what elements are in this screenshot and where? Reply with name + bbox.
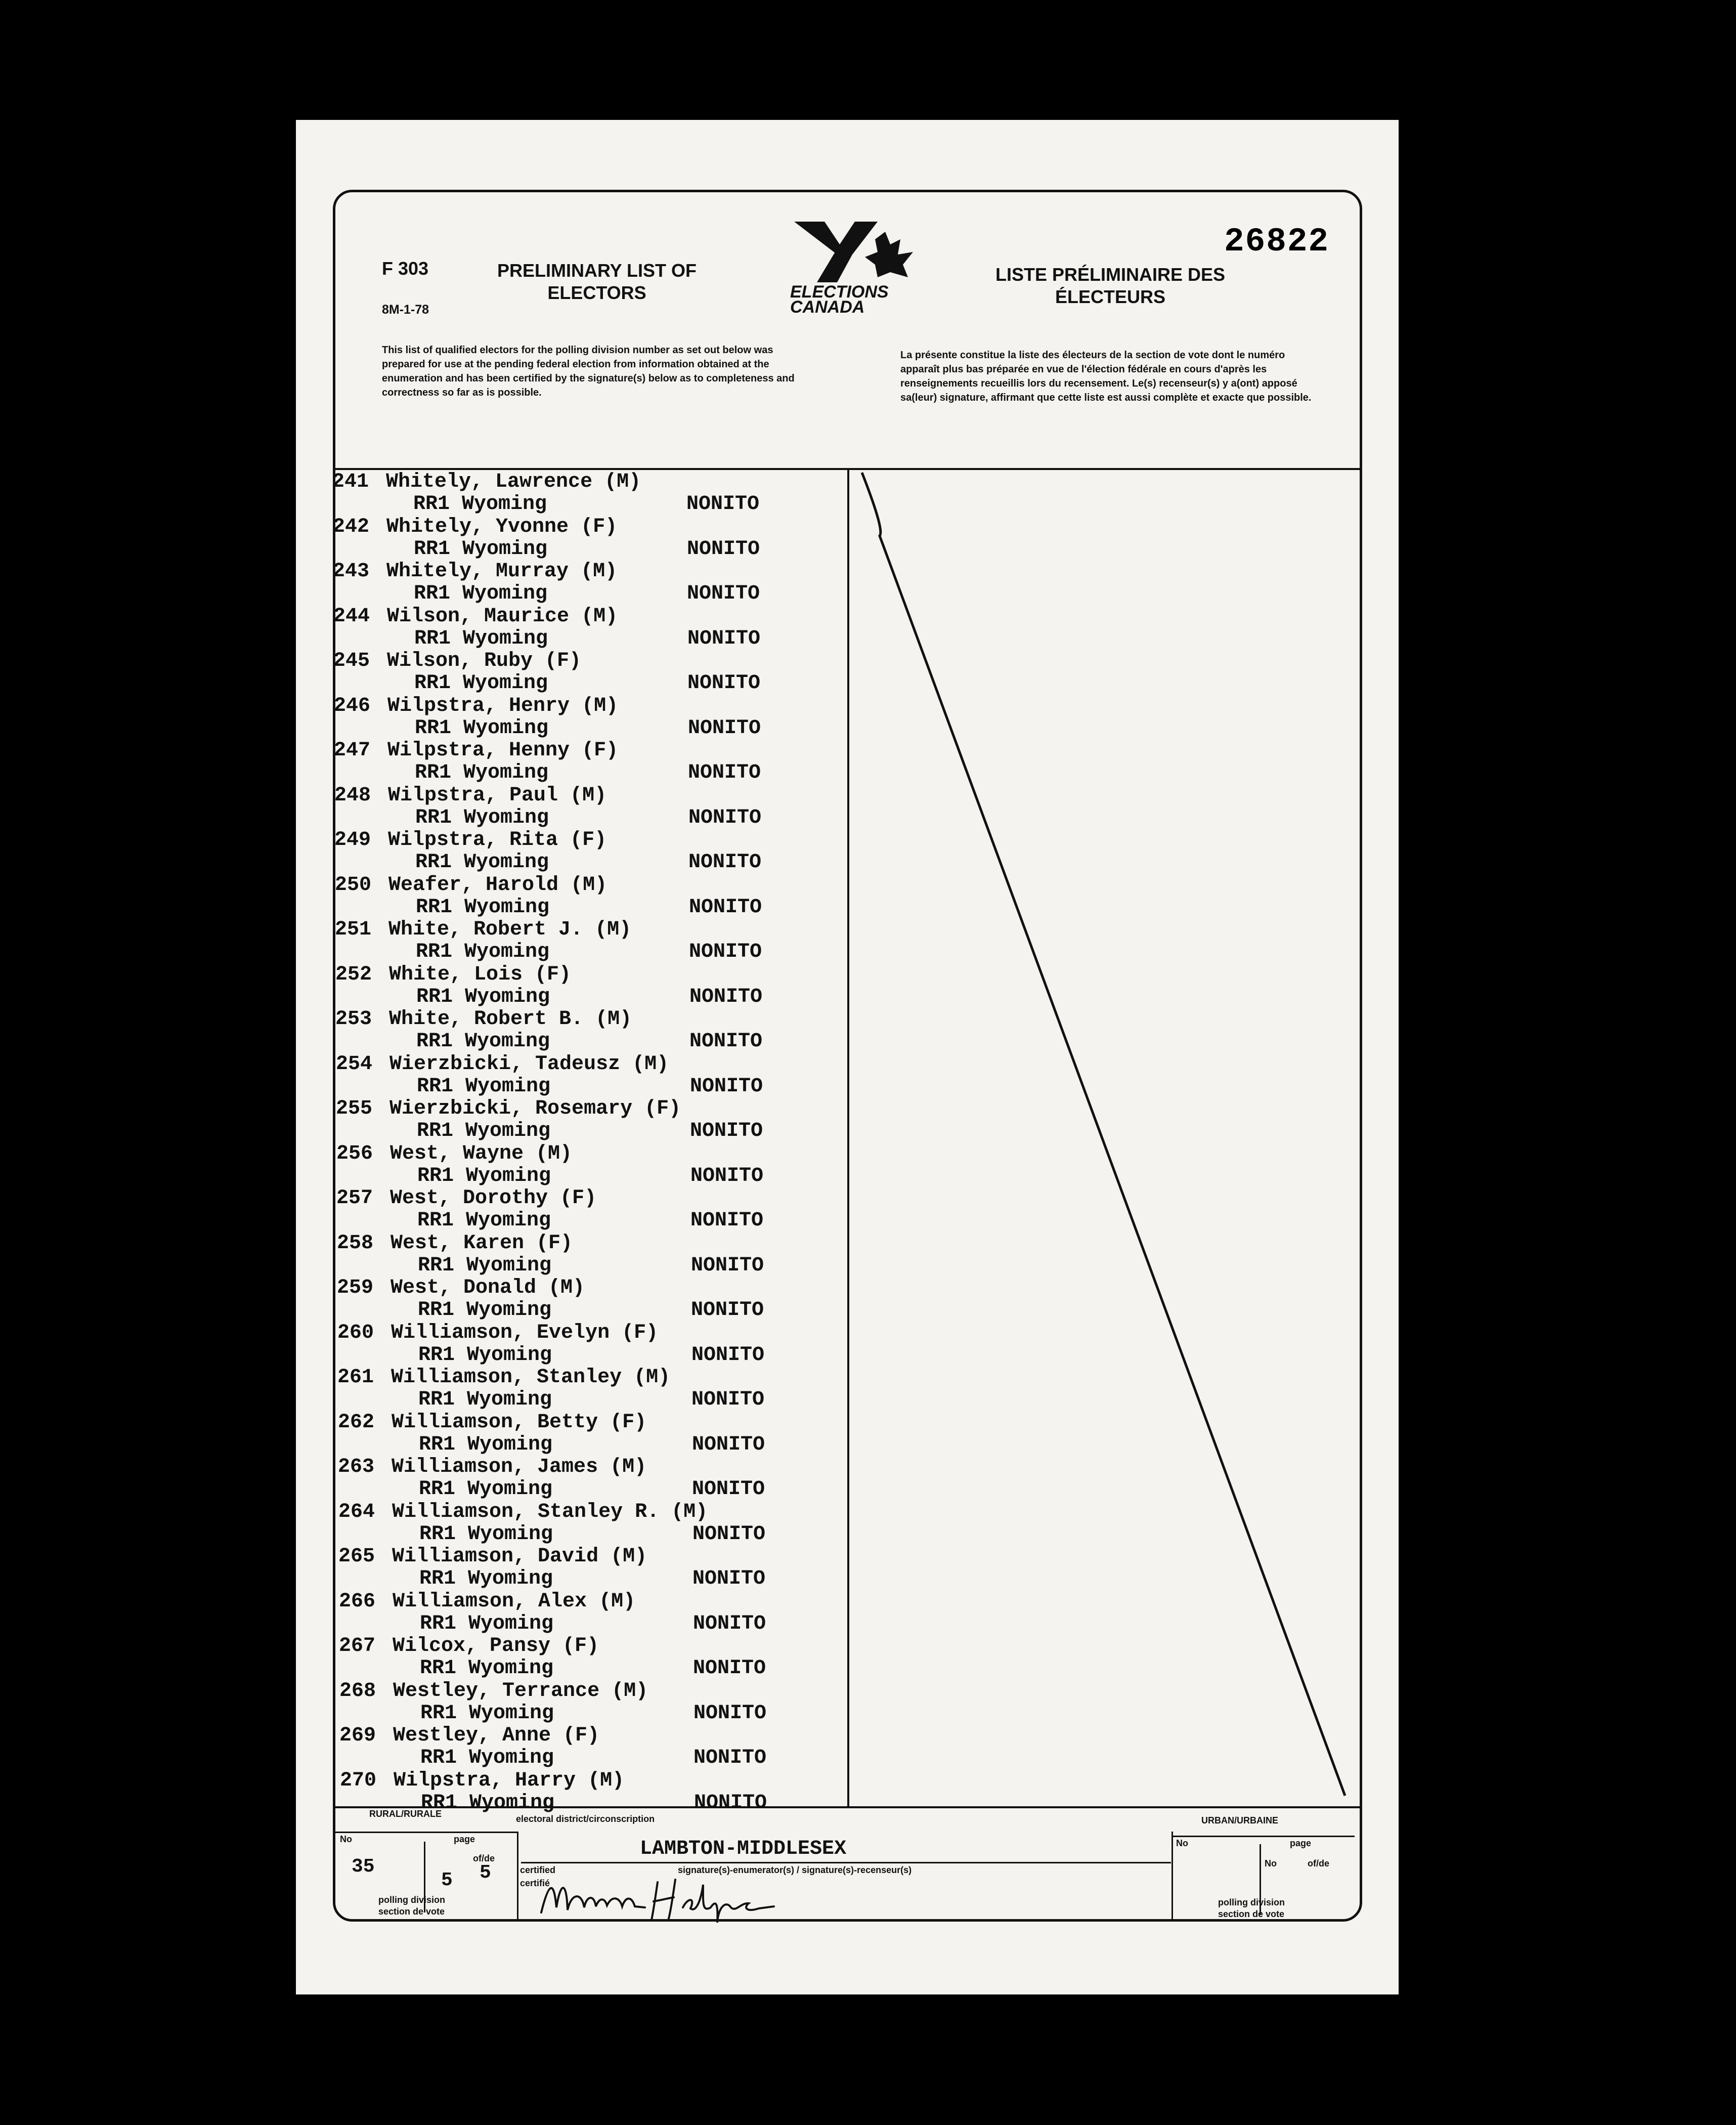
title-english: PRELIMINARY LIST OF ELECTORS bbox=[497, 260, 697, 303]
elector-entry bbox=[333, 605, 849, 650]
elector-address: RR1 Wyoming bbox=[415, 717, 549, 740]
elector-occupation: NONITO bbox=[687, 538, 760, 561]
elector-address: RR1 Wyoming bbox=[420, 1747, 554, 1769]
elector-number: 264 bbox=[338, 1501, 375, 1523]
elector-name: Whitely, Murray (M) bbox=[386, 560, 618, 583]
elector-address: RR1 Wyoming bbox=[415, 761, 549, 784]
elector-occupation: NONITO bbox=[693, 1747, 767, 1769]
elector-address: RR1 Wyoming bbox=[418, 1299, 552, 1322]
certifie-label: certifié bbox=[520, 1878, 550, 1888]
elector-occupation: NONITO bbox=[689, 896, 762, 919]
elector-entry bbox=[333, 560, 849, 605]
elector-occupation: NONITO bbox=[692, 1433, 765, 1456]
polling-division-label: polling division bbox=[378, 1895, 445, 1905]
district-underline bbox=[521, 1862, 1171, 1863]
elector-number: 242 bbox=[333, 516, 370, 538]
elector-entry bbox=[336, 1187, 852, 1232]
rural-of-label: of/de bbox=[473, 1853, 495, 1863]
elector-address: RR1 Wyoming bbox=[413, 493, 547, 516]
district-label: electoral district/circonscription bbox=[516, 1814, 655, 1824]
elector-name: West, Karen (F) bbox=[390, 1232, 573, 1255]
elector-name: Williamson, David (M) bbox=[392, 1545, 647, 1568]
urban-no-label: No bbox=[1176, 1838, 1188, 1848]
elector-number: 263 bbox=[338, 1456, 375, 1478]
elector-occupation: NONITO bbox=[689, 941, 762, 963]
elector-number: 266 bbox=[339, 1590, 376, 1613]
elector-entry bbox=[340, 1769, 856, 1814]
elections-canada-logo-icon bbox=[789, 217, 921, 287]
elector-occupation: NONITO bbox=[692, 1523, 766, 1546]
elector-address: RR1 Wyoming bbox=[414, 672, 548, 695]
elector-occupation: NONITO bbox=[689, 986, 763, 1008]
elector-name: White, Lois (F) bbox=[389, 963, 572, 986]
elector-address: RR1 Wyoming bbox=[416, 1030, 550, 1053]
elector-occupation: NONITO bbox=[690, 1165, 764, 1187]
rural-no-label: No bbox=[340, 1834, 352, 1844]
elector-address: RR1 Wyoming bbox=[420, 1702, 554, 1725]
elector-name: West, Dorothy (F) bbox=[390, 1187, 597, 1210]
elector-number: 267 bbox=[339, 1635, 376, 1658]
elector-entry bbox=[335, 963, 851, 1008]
polling-division-number: 35 bbox=[352, 1856, 375, 1878]
elector-entry bbox=[336, 1053, 852, 1098]
footer-left-divider bbox=[517, 1832, 518, 1920]
enumerator-signature bbox=[536, 1872, 799, 1928]
elector-name: Williamson, Stanley R. (M) bbox=[392, 1501, 708, 1523]
elector-name: Williamson, Betty (F) bbox=[392, 1411, 647, 1434]
elector-number: 251 bbox=[335, 918, 372, 941]
elector-address: RR1 Wyoming bbox=[420, 1657, 554, 1680]
elector-number: 245 bbox=[333, 650, 370, 672]
elector-address: RR1 Wyoming bbox=[420, 1612, 554, 1635]
elector-address: RR1 Wyoming bbox=[419, 1433, 553, 1456]
elector-occupation: NONITO bbox=[688, 851, 762, 874]
elector-address: RR1 Wyoming bbox=[416, 896, 550, 919]
elector-occupation: NONITO bbox=[692, 1478, 765, 1501]
elector-name: Wilpstra, Henry (M) bbox=[387, 695, 619, 717]
elector-address: RR1 Wyoming bbox=[414, 627, 548, 650]
elector-address: RR1 Wyoming bbox=[417, 1075, 551, 1098]
elector-name: Wilpstra, Paul (M) bbox=[388, 784, 607, 807]
elector-entry bbox=[339, 1680, 855, 1725]
elector-number: 262 bbox=[338, 1411, 375, 1434]
elector-occupation: NONITO bbox=[693, 1612, 766, 1635]
elector-name: Williamson, Evelyn (F) bbox=[391, 1322, 659, 1344]
elector-entry bbox=[332, 471, 848, 516]
elector-entry bbox=[336, 1097, 852, 1142]
elector-number: 244 bbox=[333, 605, 370, 628]
elector-address: RR1 Wyoming bbox=[417, 1120, 551, 1142]
elector-occupation: NONITO bbox=[687, 672, 761, 695]
elector-name: Weafer, Harold (M) bbox=[388, 874, 607, 897]
elector-name: Westley, Anne (F) bbox=[393, 1724, 600, 1747]
elector-name: Wierzbicki, Tadeusz (M) bbox=[389, 1053, 669, 1076]
elector-name: Wilson, Ruby (F) bbox=[387, 650, 582, 672]
urban-page-label: page bbox=[1290, 1838, 1312, 1848]
elector-name: Wilpstra, Henny (F) bbox=[387, 739, 619, 762]
elector-occupation: NONITO bbox=[688, 717, 761, 740]
elector-number: 255 bbox=[336, 1097, 373, 1120]
elector-entry bbox=[335, 874, 851, 919]
title-french: LISTE PRÉLIMINAIRE DES ÉLECTEURS bbox=[995, 264, 1226, 307]
elector-number: 269 bbox=[339, 1724, 376, 1747]
elector-occupation: NONITO bbox=[686, 493, 760, 516]
elector-entry bbox=[337, 1366, 853, 1411]
urban-no-label-2: No bbox=[1265, 1858, 1277, 1868]
elector-entry bbox=[337, 1232, 853, 1277]
elector-name: Wilcox, Pansy (F) bbox=[393, 1635, 599, 1658]
elector-occupation: NONITO bbox=[691, 1344, 765, 1367]
elector-entry bbox=[339, 1724, 855, 1769]
elector-name: Williamson, Alex (M) bbox=[393, 1590, 636, 1613]
rural-page-label: page bbox=[454, 1834, 475, 1844]
elector-name: Westley, Terrance (M) bbox=[393, 1680, 648, 1703]
elector-entry bbox=[338, 1545, 854, 1590]
elector-entry bbox=[334, 829, 850, 874]
elector-address: RR1 Wyoming bbox=[415, 806, 549, 829]
elector-entry bbox=[335, 1008, 851, 1053]
elector-name: West, Donald (M) bbox=[390, 1277, 585, 1299]
elector-number: 258 bbox=[337, 1232, 374, 1255]
elector-number: 248 bbox=[334, 784, 371, 807]
signature-label: signature(s)-enumerator(s) / signature(s)-recenseur(s) bbox=[678, 1865, 912, 1875]
elector-number: 256 bbox=[336, 1142, 373, 1165]
elector-address: RR1 Wyoming bbox=[418, 1254, 552, 1277]
rural-label: RURAL/RURALE bbox=[369, 1809, 442, 1819]
elector-name: Williamson, Stanley (M) bbox=[391, 1366, 671, 1389]
rural-row-line bbox=[335, 1832, 517, 1833]
electoral-district-value: LAMBTON-MIDDLESEX bbox=[640, 1838, 847, 1860]
elector-occupation: NONITO bbox=[688, 806, 762, 829]
logo-text-line2: CANADA bbox=[790, 298, 865, 317]
elector-number: 260 bbox=[337, 1322, 374, 1344]
elector-number: 261 bbox=[337, 1366, 374, 1389]
certified-label: certified bbox=[520, 1865, 556, 1875]
urban-label: URBAN/URBAINE bbox=[1201, 1815, 1278, 1825]
elector-number: 243 bbox=[333, 560, 370, 583]
elector-entry bbox=[334, 695, 850, 740]
elector-occupation: NONITO bbox=[694, 1792, 767, 1814]
elector-entry bbox=[339, 1635, 855, 1680]
elector-occupation: NONITO bbox=[693, 1702, 767, 1725]
urban-polling-division-label: polling division bbox=[1218, 1897, 1285, 1907]
elector-number: 253 bbox=[335, 1008, 372, 1031]
elector-occupation: NONITO bbox=[687, 582, 760, 605]
intro-english: This list of qualified electors for the polling division number as set out below was prepared for use at the pending federal election from information obtained at the enumeration and has been certified by the signature(s) below as to completeness and correctness so far as is possible. bbox=[382, 345, 795, 398]
elector-occupation: NONITO bbox=[689, 1030, 763, 1053]
intro-french: La présente constitue la liste des électeurs de la section de vote dont le numéro apparaît plus bas préparée en vue de l'élection fédérale en cours d'après les renseignements recueillis lors du recensement. Le(s) recenseur(s) y a(ont) apposé sa(leur) signature, affirmant que cette liste est aussi complète et exacte que possible. bbox=[900, 350, 1312, 403]
elector-occupation: NONITO bbox=[691, 1388, 765, 1411]
elector-entry bbox=[333, 516, 849, 561]
elector-number: 254 bbox=[336, 1053, 373, 1076]
elector-entry bbox=[333, 650, 849, 695]
elector-name: Wilson, Maurice (M) bbox=[387, 605, 618, 628]
elector-entry bbox=[338, 1456, 854, 1501]
elector-address: RR1 Wyoming bbox=[416, 986, 550, 1008]
elector-number: 252 bbox=[335, 963, 372, 986]
elector-number: 246 bbox=[334, 695, 371, 717]
elector-address: RR1 Wyoming bbox=[419, 1523, 553, 1546]
elector-entry bbox=[336, 1142, 852, 1187]
elector-name: Wilpstra, Rita (F) bbox=[388, 829, 607, 852]
elector-number: 265 bbox=[338, 1545, 375, 1568]
elector-address: RR1 Wyoming bbox=[414, 582, 548, 605]
elector-entry bbox=[338, 1411, 854, 1456]
elector-name: Whitely, Lawrence (M) bbox=[386, 471, 641, 493]
elector-address: RR1 Wyoming bbox=[419, 1478, 553, 1501]
elector-name: Wilpstra, Harry (M) bbox=[394, 1769, 625, 1792]
urban-row-line bbox=[1173, 1836, 1355, 1837]
elector-name: Williamson, James (M) bbox=[392, 1456, 647, 1478]
urban-section-de-vote-label: section de vote bbox=[1218, 1909, 1285, 1919]
elector-number: 241 bbox=[332, 471, 369, 493]
logo-text-line1: ELECTIONS bbox=[790, 282, 889, 302]
footer-right-divider bbox=[1171, 1832, 1173, 1920]
elector-entry bbox=[339, 1590, 855, 1635]
elector-number: 247 bbox=[334, 739, 371, 762]
elector-entry bbox=[337, 1277, 853, 1322]
elector-entry bbox=[338, 1501, 854, 1546]
elector-entry bbox=[334, 739, 850, 784]
elector-occupation: NONITO bbox=[688, 761, 761, 784]
elector-name: Whitely, Yvonne (F) bbox=[386, 516, 618, 538]
elector-entry bbox=[337, 1322, 853, 1367]
section-de-vote-label: section de vote bbox=[378, 1906, 445, 1917]
elector-address: RR1 Wyoming bbox=[418, 1344, 552, 1367]
form-date: 8M-1-78 bbox=[382, 303, 429, 317]
form-code: F 303 bbox=[382, 258, 429, 279]
elector-address: RR1 Wyoming bbox=[417, 1165, 551, 1187]
elector-name: White, Robert B. (M) bbox=[389, 1008, 632, 1031]
page-of: 5 bbox=[480, 1862, 491, 1884]
elector-name: White, Robert J. (M) bbox=[388, 918, 632, 941]
elector-entry bbox=[335, 918, 851, 963]
elector-name: Wierzbicki, Rosemary (F) bbox=[389, 1097, 681, 1120]
elector-entry bbox=[334, 784, 850, 829]
elector-address: RR1 Wyoming bbox=[415, 851, 549, 874]
elector-address: RR1 Wyoming bbox=[414, 538, 548, 561]
elector-address: RR1 Wyoming bbox=[419, 1567, 553, 1590]
elector-number: 268 bbox=[339, 1680, 376, 1703]
elector-number: 257 bbox=[336, 1187, 373, 1210]
elector-number: 250 bbox=[335, 874, 372, 897]
elector-number: 249 bbox=[334, 829, 371, 852]
elector-occupation: NONITO bbox=[691, 1299, 764, 1322]
page-number: 5 bbox=[441, 1869, 453, 1891]
elector-name: West, Wayne (M) bbox=[390, 1142, 573, 1165]
serial-number: 26822 bbox=[1224, 223, 1330, 261]
elector-occupation: NONITO bbox=[693, 1657, 766, 1680]
elector-number: 259 bbox=[337, 1277, 374, 1299]
urban-of-label: of/de bbox=[1308, 1858, 1329, 1868]
elector-address: RR1 Wyoming bbox=[416, 941, 550, 963]
elector-occupation: NONITO bbox=[691, 1254, 764, 1277]
elector-address: RR1 Wyoming bbox=[421, 1792, 555, 1814]
elector-address: RR1 Wyoming bbox=[418, 1388, 552, 1411]
elector-address: RR1 Wyoming bbox=[417, 1209, 551, 1232]
logo-text bbox=[790, 284, 889, 315]
elector-occupation: NONITO bbox=[690, 1120, 763, 1142]
elector-occupation: NONITO bbox=[690, 1209, 764, 1232]
elector-number: 270 bbox=[340, 1769, 377, 1792]
elector-occupation: NONITO bbox=[690, 1075, 763, 1098]
strike-through-line bbox=[849, 470, 1360, 1806]
elector-occupation: NONITO bbox=[692, 1567, 766, 1590]
elector-occupation: NONITO bbox=[687, 627, 761, 650]
